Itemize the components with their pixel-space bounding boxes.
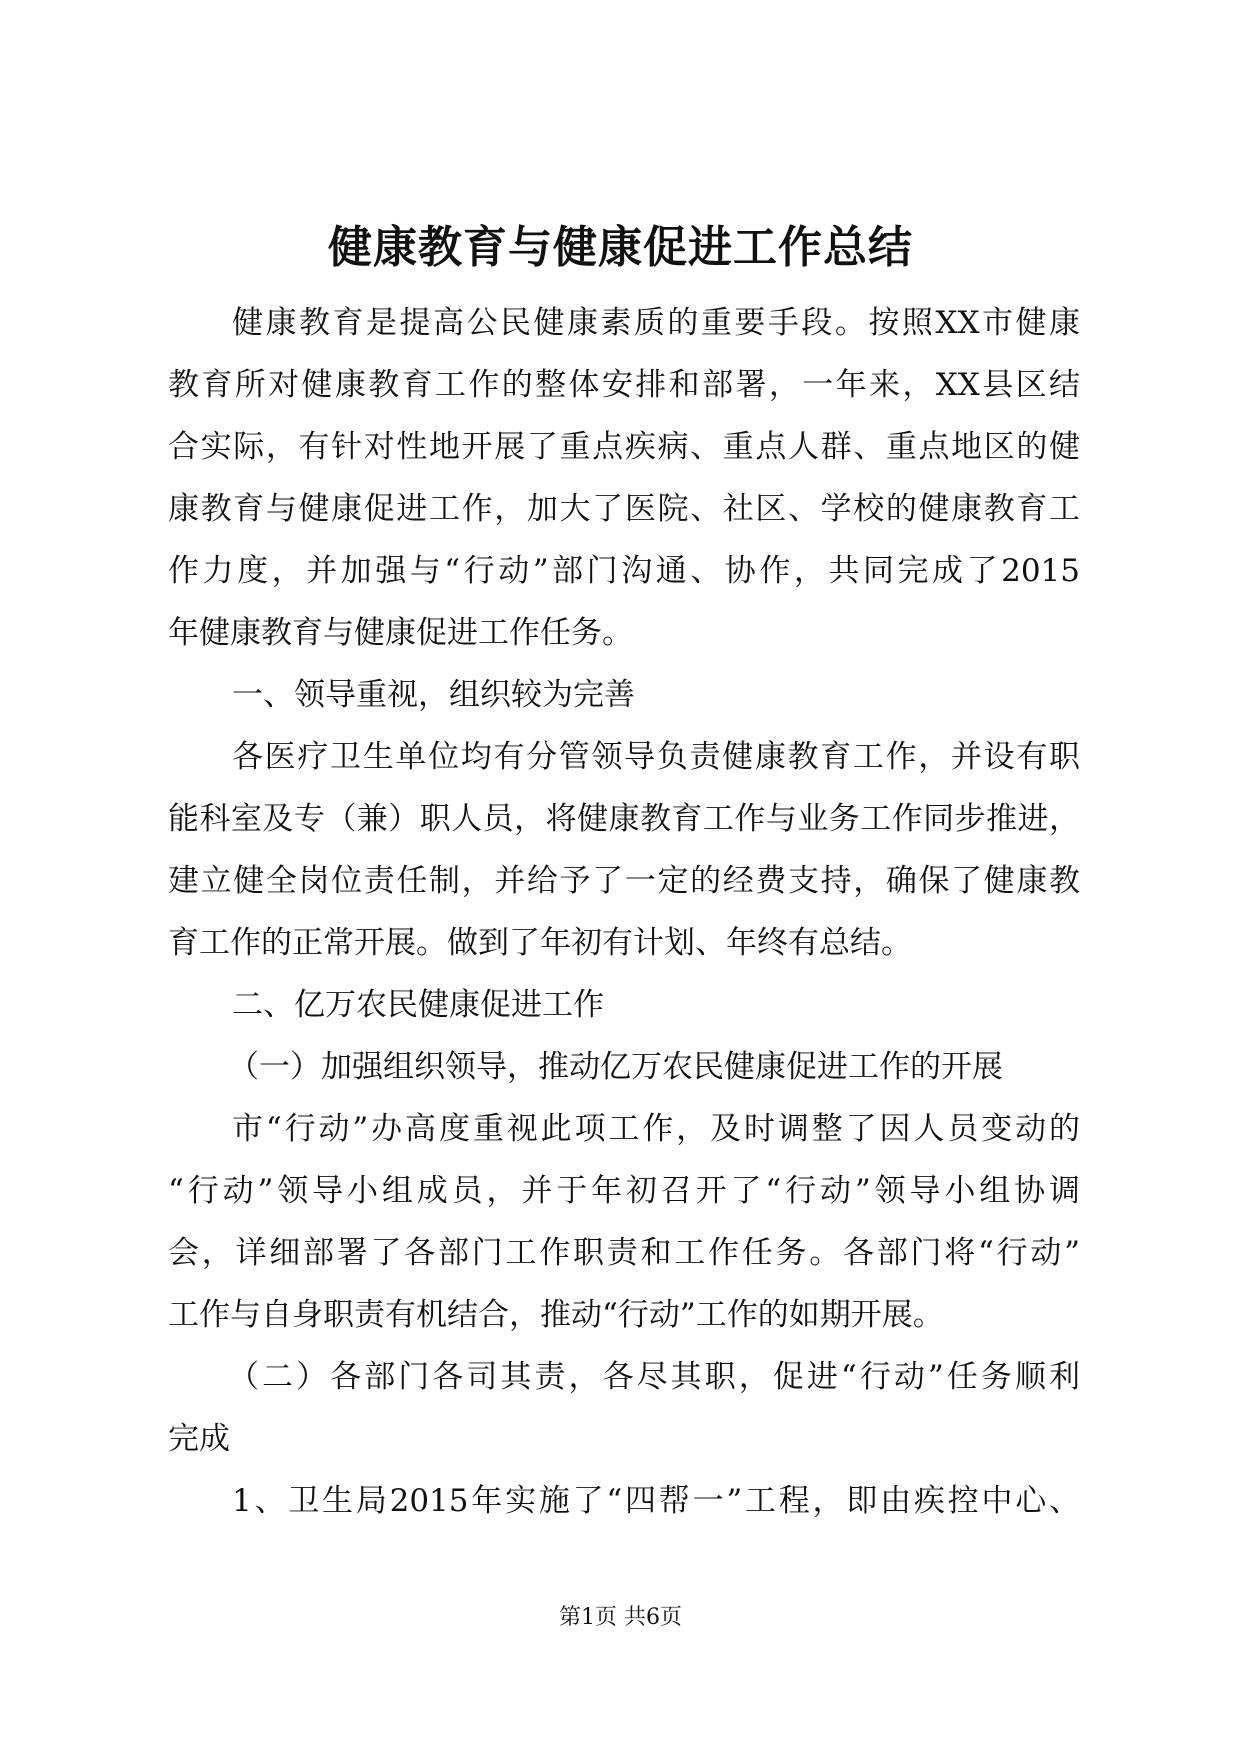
paragraph-line: 能科室及专（兼）职人员，将健康教育工作与业务工作同步推进， <box>168 801 1080 837</box>
paragraph-line: 康教育与健康促进工作，加大了医院、社区、学校的健康教育工 <box>168 491 1080 527</box>
paragraph-line: 市“行动”办高度重视此项工作，及时调整了因人员变动的 <box>232 1111 1080 1147</box>
section-heading: 一、领导重视，组织较为完善 <box>232 677 635 713</box>
paragraph-line: 工作与自身职责有机结合，推动“行动”工作的如期开展。 <box>168 1297 944 1333</box>
paragraph-line: 健康教育是提高公民健康素质的重要手段。按照XX市健康 <box>232 305 1080 341</box>
paragraph-line: 作力度，并加强与“行动”部门沟通、协作，共同完成了2015 <box>168 553 1080 589</box>
paragraph-line: 教育所对健康教育工作的整体安排和部署，一年来，XX县区结 <box>168 367 1080 403</box>
paragraph-line: 育工作的正常开展。做到了年初有计划、年终有总结。 <box>168 925 912 961</box>
subsection-heading: 完成 <box>168 1421 230 1457</box>
page-number: 第1页 共6页 <box>559 1605 682 1630</box>
paragraph-line: 年健康教育与健康促进工作任务。 <box>168 615 633 651</box>
paragraph-line: 合实际，有针对性地开展了重点疾病、重点人群、重点地区的健 <box>168 429 1080 465</box>
paragraph-line: “行动”领导小组成员，并于年初召开了“行动”领导小组协调 <box>168 1173 1080 1209</box>
subsection-heading: （二）各部门各司其责，各尽其职，促进“行动”任务顺利 <box>228 1359 1080 1395</box>
subsection-heading: （一）加强组织领导，推动亿万农民健康促进工作的开展 <box>228 1049 1003 1085</box>
document-body <box>168 292 1080 1532</box>
document-title: 健康教育与健康促进工作总结 <box>328 222 913 273</box>
section-heading: 二、亿万农民健康促进工作 <box>232 987 604 1023</box>
paragraph-line: 各医疗卫生单位均有分管领导负责健康教育工作，并设有职 <box>232 739 1080 775</box>
paragraph-line: 会，详细部署了各部门工作职责和工作任务。各部门将“行动” <box>168 1235 1080 1271</box>
paragraph-line: 建立健全岗位责任制，并给予了一定的经费支持，确保了健康教 <box>168 863 1080 899</box>
paragraph-line: 1、卫生局2015年实施了“四帮一”工程，即由疾控中心、 <box>232 1483 1080 1519</box>
